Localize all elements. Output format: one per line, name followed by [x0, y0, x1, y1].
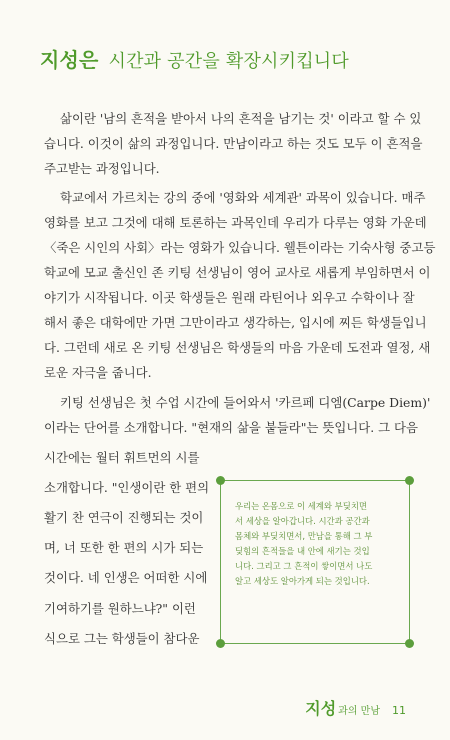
text-line: 활기 찬 연극이 진행되는 것이 — [44, 510, 204, 525]
box-line: 서 세상을 알아갑니다. 시간과 공간과 — [235, 516, 370, 526]
text-line: 영화를 보고 그것에 대해 토론하는 과목인데 우리가 다루는 영화 가운데 — [44, 215, 427, 230]
footer-title-small: 과의 만남 — [338, 706, 380, 717]
text-line: 학교에 모교 출신인 존 키팅 선생님이 영어 교사로 새롭게 부임하면서 이 — [44, 265, 431, 280]
sidebar-box — [220, 480, 410, 644]
box-line: 니다. 그리고 그 흔적이 쌓이면서 나도 — [235, 561, 373, 571]
box-line: 딪힘의 흔적들을 내 안에 새기는 것입 — [235, 546, 370, 556]
text-line: 시간에는 월터 휘트먼의 시를 — [44, 450, 200, 465]
text-line: 키팅 선생님은 첫 수업 시간에 들어와서 '카르페 디엠(Carpe Diem)' — [60, 395, 431, 410]
box-line: 몸체와 부딪치면서, 만남을 통해 그 부 — [235, 531, 373, 541]
section-heading — [40, 44, 349, 73]
corner-dot-icon — [405, 476, 414, 485]
text-line: 주고받는 과정입니다. — [44, 161, 160, 176]
footer-title-big: 지성 — [305, 699, 337, 718]
page-footer — [305, 696, 406, 719]
page-number: 11 — [392, 704, 406, 717]
text-line: 해서 좋은 대학에만 가면 그만이라고 생각하는, 입시에 찌든 학생들입니 — [44, 315, 427, 330]
box-line: 알고 세상도 알아가게 되는 것입니다. — [235, 576, 370, 586]
text-line: 〈죽은 시인의 사회〉라는 영화가 있습니다. 웰튼이라는 기숙사형 중고등 — [44, 240, 436, 255]
sidebar-box-text — [235, 499, 395, 589]
text-line: 기여하기를 원하느냐?" 이런 — [44, 601, 196, 616]
text-line: 로운 자극을 줍니다. — [44, 365, 152, 380]
heading-rest: 시간과 공간을 확장시키킵니다 — [108, 51, 349, 72]
text-line: 며, 너 또한 한 편의 시가 되는 — [44, 540, 204, 555]
text-line: 습니다. 이것이 삶의 과정입니다. 만남이라고 하는 것도 모두 이 흔적을 — [44, 136, 423, 151]
corner-dot-icon — [405, 639, 414, 648]
text-line: 다. 그런데 새로 온 키팅 선생님은 학생들의 마음 가운데 도전과 열정, 새 — [44, 340, 431, 355]
text-line: 소개합니다. "인생이란 한 편의 — [44, 480, 210, 495]
text-line: 삶이란 '남의 흔적을 받아서 나의 흔적을 남기는 것' 이라고 할 수 있 — [60, 111, 422, 126]
corner-dot-icon — [216, 476, 225, 485]
text-line: 학교에서 가르치는 강의 중에 '영화와 세계관' 과목이 있습니다. 매주 — [60, 190, 426, 205]
box-line: 우리는 온몸으로 이 세계와 부딪치면 — [235, 501, 368, 511]
heading-lead: 지성은 — [40, 48, 99, 72]
text-line: 식으로 그는 학생들이 참다운 — [44, 631, 200, 646]
text-line: 것이다. 네 인생은 어떠한 시에 — [44, 570, 208, 585]
text-line: 이라는 단어를 소개합니다. "현재의 삶을 붙들라"는 뜻입니다. 그 다음 — [44, 420, 418, 435]
text-line: 야기가 시작됩니다. 이곳 학생들은 원래 라틴어나 외우고 수학이나 잘 — [44, 290, 415, 305]
corner-dot-icon — [216, 639, 225, 648]
